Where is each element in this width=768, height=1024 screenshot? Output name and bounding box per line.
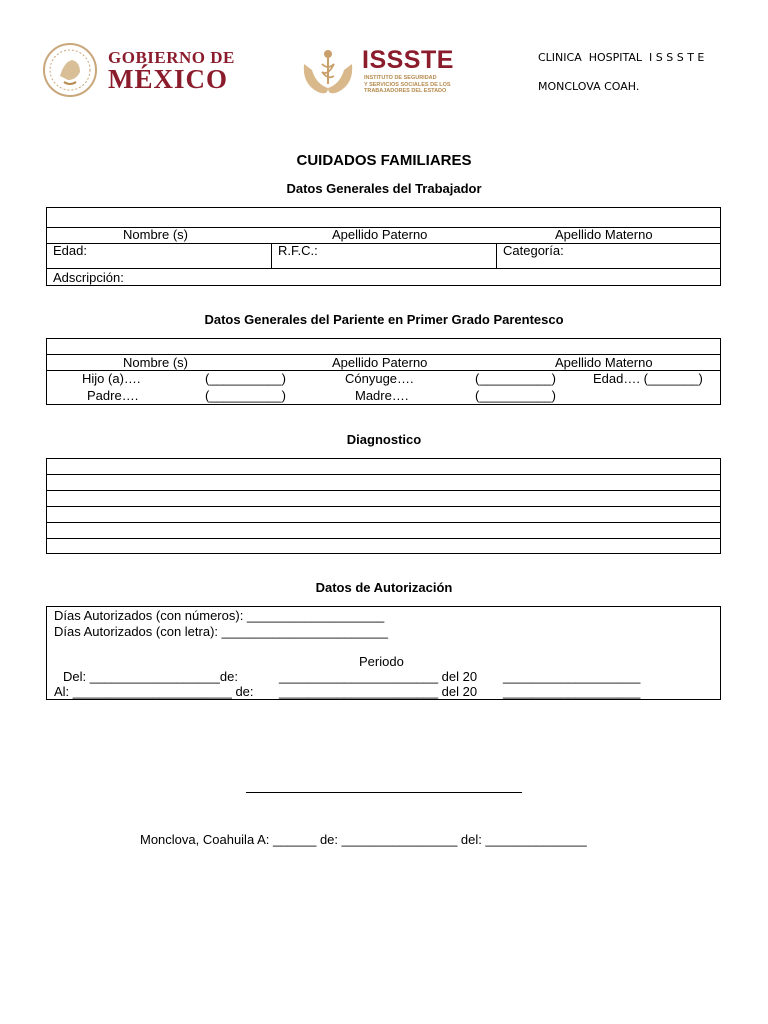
- periodo-del-end: ___________________: [503, 669, 641, 684]
- worker-data-table: [46, 207, 721, 286]
- worker-nombre-label: Nombre (s): [123, 227, 189, 242]
- conyuge-label: Cónyuge….: [345, 371, 414, 386]
- issste-name: ISSSTE: [362, 46, 454, 74]
- dias-letra-field: Días Autorizados (con letra): _______________________: [54, 624, 388, 639]
- autorizacion-heading: Datos de Autorización: [315, 580, 453, 595]
- worker-paterno-label: Apellido Paterno: [332, 227, 428, 242]
- relative-paterno-label: Apellido Paterno: [332, 355, 428, 370]
- gob-line2: MÉXICO: [108, 64, 228, 94]
- worker-rfc-label: R.F.C.:: [278, 243, 318, 258]
- gobierno-de-mexico-logo: [42, 42, 242, 98]
- periodo-del-field: Del: __________________de:: [63, 669, 238, 684]
- diagnostico-table: [46, 458, 721, 554]
- worker-materno-label: Apellido Materno: [555, 227, 653, 242]
- place-date-line: Monclova, Coahuila A: ______ de: ________________ del: ______________: [140, 832, 587, 847]
- worker-heading: Datos Generales del Trabajador: [286, 181, 482, 196]
- madre-label: Madre….: [355, 388, 409, 403]
- relative-data-table: [46, 338, 721, 405]
- periodo-al-field: Al: ______________________ de:: [54, 684, 254, 699]
- periodo-label: Periodo: [359, 654, 404, 669]
- issste-logo: [298, 44, 478, 100]
- conyuge-blank: (__________): [475, 371, 556, 386]
- gob-line1: GOBIERNO DE: [108, 48, 235, 67]
- relative-heading: Datos Generales del Pariente en Primer Grado Parentesco: [204, 312, 564, 327]
- issste-sub-line3: TRABAJADORES DEL ESTADO: [364, 88, 447, 94]
- dias-numeros-field: Días Autorizados (con números): ___________________: [54, 608, 385, 623]
- periodo-al-end: ___________________: [503, 684, 641, 699]
- worker-categoria-label: Categoría:: [503, 243, 564, 258]
- hijo-blank: (__________): [205, 371, 286, 386]
- page-title: CUIDADOS FAMILIARES: [296, 152, 472, 169]
- worker-adscripcion-label: Adscripción:: [53, 270, 124, 285]
- clinic-line1: CLINICA HOSPITAL I S S S T E: [538, 51, 705, 64]
- mexico-seal-icon: [42, 42, 98, 98]
- worker-edad-label: Edad:: [53, 243, 87, 258]
- periodo-del-mid: ______________________ del 20: [279, 669, 478, 684]
- relative-materno-label: Apellido Materno: [555, 355, 653, 370]
- issste-emblem-icon: [298, 44, 358, 98]
- autorizacion-table: [46, 606, 721, 700]
- madre-blank: (__________): [475, 388, 556, 403]
- signature-line: [246, 792, 522, 793]
- padre-blank: (__________): [205, 388, 286, 403]
- issste-sub-line2: Y SERVICIOS SOCIALES DE LOS: [364, 81, 451, 88]
- issste-sub-line1: INSTITUTO DE SEGURIDAD: [364, 75, 437, 81]
- issste-subtitle: [364, 75, 451, 95]
- relative-nombre-label: Nombre (s): [123, 355, 189, 370]
- padre-label: Padre….: [87, 388, 139, 403]
- relative-edad-label: Edad…. (_______): [593, 371, 703, 386]
- clinic-line2: MONCLOVA COAH.: [538, 80, 640, 93]
- hijo-label: Hijo (a)….: [82, 371, 141, 386]
- periodo-al-mid: ______________________ del 20: [279, 684, 478, 699]
- diagnostico-heading: Diagnostico: [346, 432, 422, 447]
